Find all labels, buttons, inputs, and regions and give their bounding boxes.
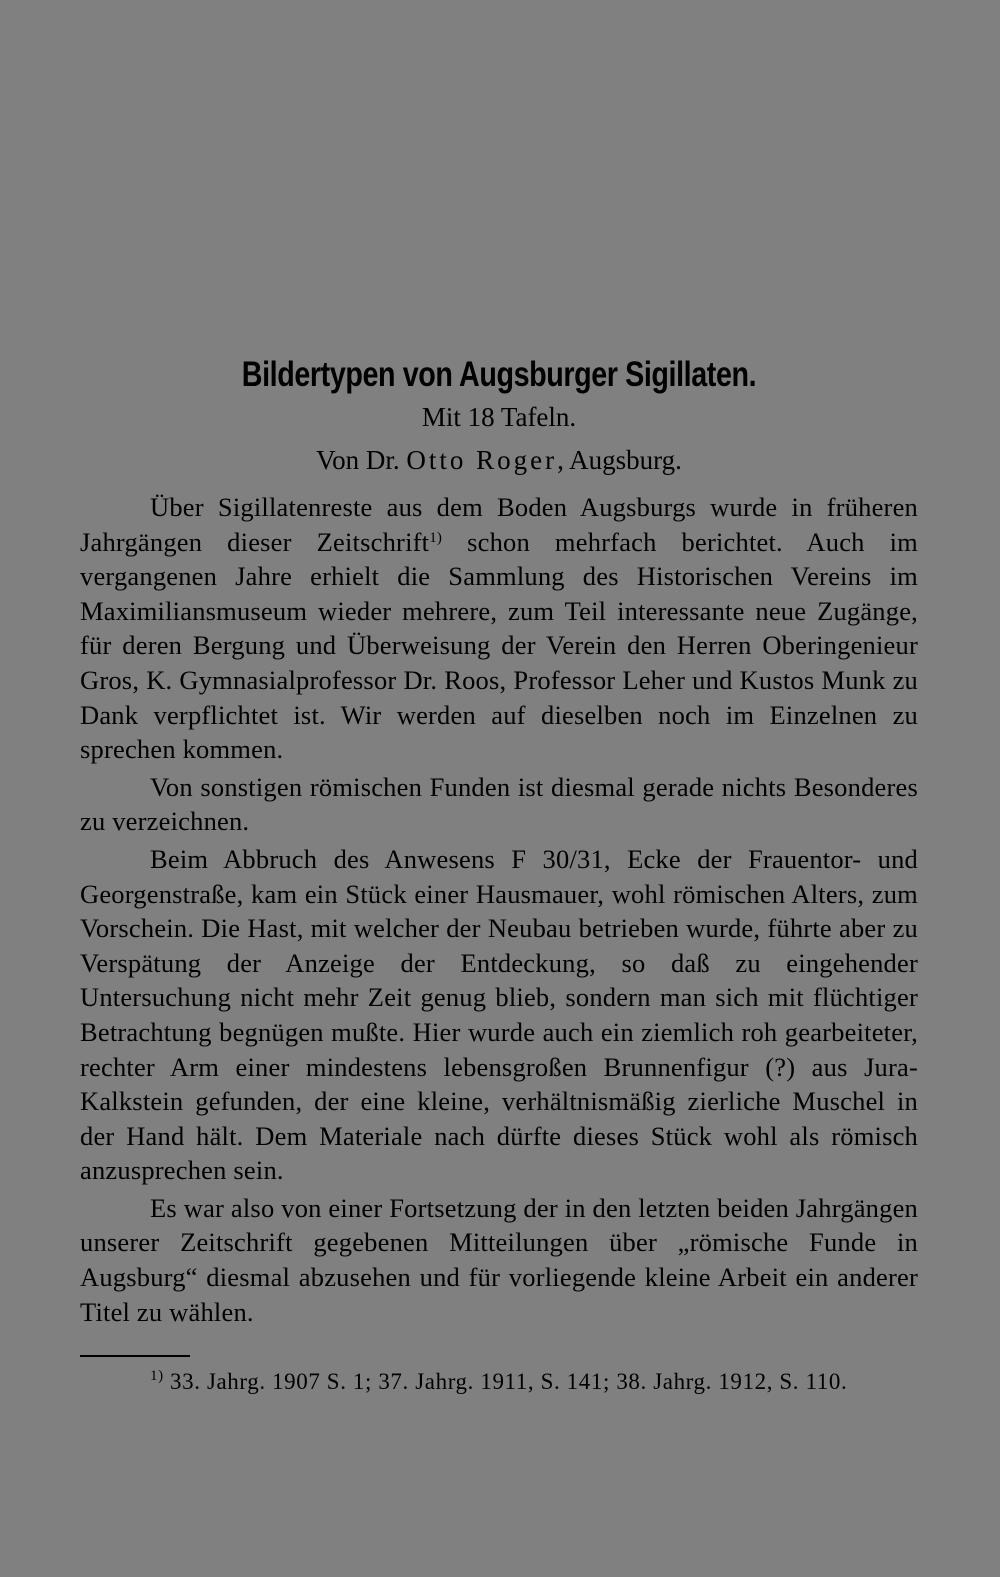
- footnote-text: 33. Jahrg. 1907 S. 1; 37. Jahrg. 1911, S. 141; 38. Jahrg. 1912, S. 110.: [163, 1369, 848, 1395]
- byline-suffix: , Augsburg.: [557, 445, 682, 475]
- document-page: [80, 340, 918, 1397]
- byline-prefix: Von Dr.: [316, 445, 400, 475]
- byline-author: Otto Roger: [406, 445, 558, 475]
- footnote-divider: [80, 1355, 190, 1357]
- footnote: [80, 1367, 918, 1397]
- paragraph-1-text-b: schon mehrfach berichtet. Auch im vergangenen Jahre erhielt die Sammlung des Historischen Vereins im Maximiliansmuseum wieder mehrere, zum Teil interessante neue Zugänge, für deren Bergung und Überweisung der Verein den Herren Oberingenieur Gros, K. Gymnasialprofessor Dr. Roos, Professor Leher und Kustos Munk zu Dank verpflichtet ist. Wir werden auf dieselben noch im Einzelnen zu sprechen kommen.: [80, 526, 918, 765]
- paragraph-3: Beim Abbruch des Anwesens F 30/31, Ecke der Frauentor- und Georgenstraße, kam ein Stück einer Hausmauer, wohl römischen Alters, zum Vorschein. Die Hast, mit welcher der Neubau betrieben wurde, führte aber zu Verspätung der Anzeige der Entdeckung, so daß zu eingehender Untersuchung nicht mehr Zeit genug blieb, sondern man sich mit flüchtiger Betrachtung begnügen mußte. Hier wurde auch ein ziemlich roh gearbeiteter, rechter Arm einer mindestens lebensgroßen Brunnenfigur (?) aus Jura-Kalkstein gefunden, der eine kleine, verhältnismäßig zierliche Muschel in der Hand hält. Dem Materiale nach dürfte dieses Stück wohl als römisch anzusprechen sein.: [80, 843, 918, 1186]
- article-title: Bildertypen von Augsburger Sigillaten.: [241, 355, 757, 394]
- footnote-mark: 1): [150, 1368, 164, 1385]
- paragraph-1: [80, 490, 918, 767]
- article-subtitle: Mit 18 Tafeln.: [421, 402, 577, 432]
- paragraph-2: Von sonstigen römischen Funden ist diesmal gerade nichts Besonderes zu verzeichnen.: [80, 771, 918, 837]
- footnote-reference: 1): [429, 529, 443, 546]
- paragraph-4: Es war also von einer Fortsetzung der in den letzten beiden Jahrgängen unserer Zeitschrift gegebenen Mitteilungen über „römische Funde in Augsburg“ diesmal abzusehen und für vorliegende kleine Arbeit ein anderer Titel zu wählen.: [80, 1192, 918, 1327]
- article-byline: [80, 442, 918, 478]
- paragraph-1-text-a: Über Sigillatenreste aus dem Boden Augsburgs wurde in früheren Jahrgängen dieser Zeitschrift: [80, 492, 918, 557]
- article-body: [80, 490, 918, 1329]
